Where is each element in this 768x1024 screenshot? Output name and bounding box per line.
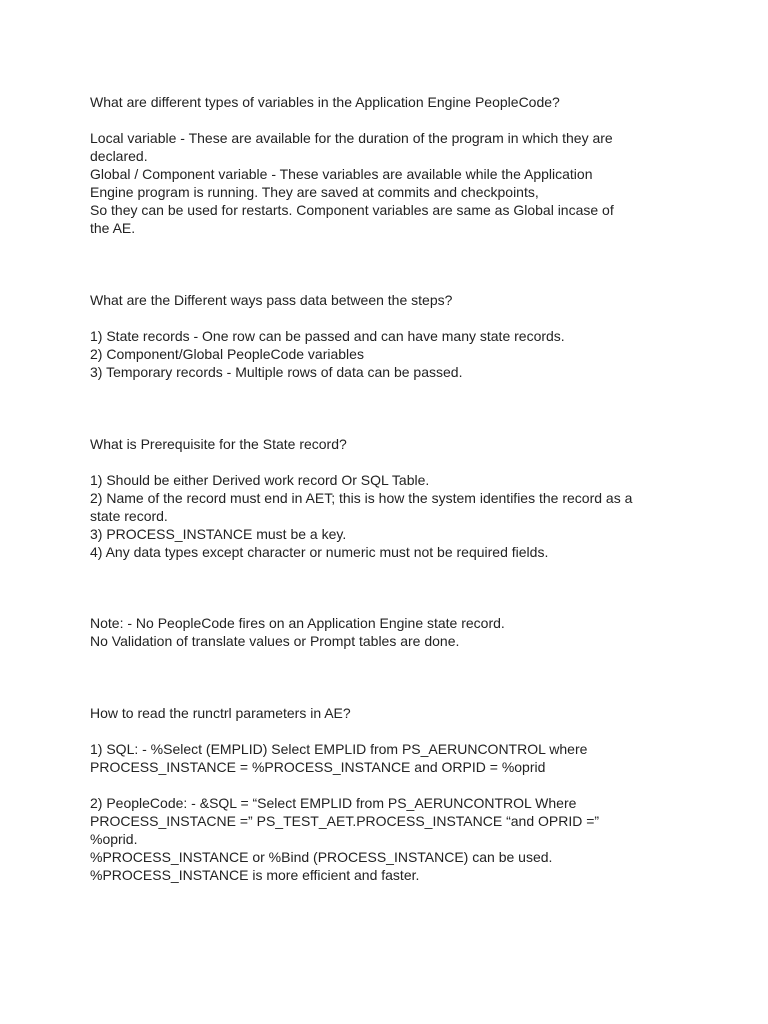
answer-variable-types: Local variable - These are available for the duration of the program in which they are declared. Global / Component variable - These variables are available while the Application Engine program is running. They are saved at commits and checkpoints, So they can be used for restarts. Component variables are same as Global incase of the AE. [90,130,614,236]
question-state-record-prerequisite: What is Prerequisite for the State record? [90,436,347,452]
question-variable-types: What are different types of variables in the Application Engine PeopleCode? [90,94,560,110]
answer-pass-data-list: 1) State records - One row can be passed and can have many state records. 2) Component/Global PeopleCode variables 3) Temporary records - Multiple rows of data can be passed. [90,328,565,380]
answer-state-record-prerequisite-list: 1) Should be either Derived work record Or SQL Table. 2) Name of the record must end in AET; this is how the system identifies the record as a state record. 3) PROCESS_INSTANCE must be a key. 4) Any data types except character or numeric must not be required fields. [90,472,633,560]
question-pass-data: What are the Different ways pass data between the steps? [90,292,453,308]
note-paragraph: Note: - No PeopleCode fires on an Application Engine state record. No Validation of translate values or Prompt tables are done. [90,615,505,649]
answer-peoplecode-method: 2) PeopleCode: - &SQL = “Select EMPLID from PS_AERUNCONTROL Where PROCESS_INSTACNE =” PS_TEST_AET.PROCESS_INSTANCE “and OPRID =” %oprid. %PROCESS_INSTANCE or %Bind (PROCESS_INSTANCE) can be used. %PROCESS_INSTANCE is more efficient and faster. [90,795,600,883]
question-read-runctrl: How to read the runctrl parameters in AE? [90,705,351,721]
answer-sql-method: 1) SQL: - %Select (EMPLID) Select EMPLID from PS_AERUNCONTROL where PROCESS_INSTANCE = %PROCESS_INSTANCE and ORPID = %oprid [90,741,588,775]
